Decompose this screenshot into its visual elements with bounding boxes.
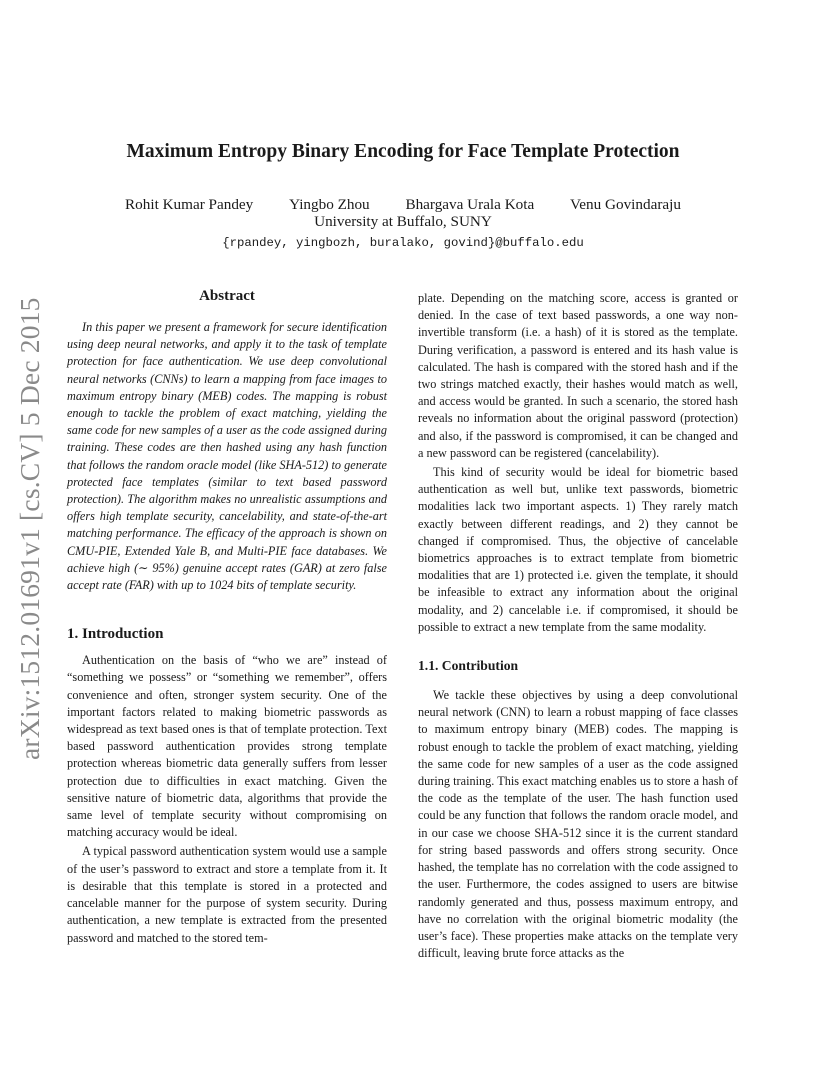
right-column <box>418 290 738 962</box>
introduction-paragraph: Authentication on the basis of “who we are” instead of “something we possess” or “something we remember”, offers convenience and often, stronger system security. One of the important factors related to making biometric passwords as widespread as text based ones is that of template protection. Text based password authentication provides strong template protection whereas biometric data generally suffers from lesser protection due to difficulties in exact matching. Given the sensitive nature of biometric data, algorithms that provide the same level of template security without compromising on matching accuracy would be ideal. <box>67 653 387 840</box>
affiliation: University at Buffalo, SUNY <box>314 213 492 230</box>
section-heading-introduction: 1. Introduction <box>67 626 164 643</box>
body-paragraph: We tackle these objectives by using a deep convolutional neural network (CNN) to learn a robust mapping of face classes to maximum entropy binary (MEB) codes. The mapping is robust enough to tackle the problem of exact matching, yielding the same code for new samples of a user as the code assigned during training. This exact matching enables us to store a hash of the code as the template of the user. The hash function used could be any function that follows the random oracle model, and in our case we choose SHA-512 since it is the current standard for string based passwords and offers strong security. Once hashed, the template has no correlation with the code assigned to the user. Furthermore, the codes assigned to users are bitwise randomly generated and thus, possess maximum entropy, and have no correlation with the original biometric modality (the user’s face). These properties make attacks on the template very difficult, leaving brute force attacks as the <box>418 688 738 961</box>
author-emails: {rpandey, yingbozh, buralako, govind}@buffalo.edu <box>222 236 584 250</box>
abstract-text: In this paper we present a framework for secure identification using deep neural networks, and apply it to the task of template protection for face authentication. We use deep convolutional neural networks (CNNs) to learn a mapping from face images to maximum entropy binary (MEB) codes. The mapping is robust enough to tackle the problem of exact matching, yielding the same code for new samples of a user as the code assigned during training. These codes are then hashed using any hash function that follows the random oracle model (like SHA-512) to generate protected face templates (similar to text based password protection). The algorithm makes no unrealistic assumptions and offers high template security, cancelability, and state-of-the-art matching performance. The efficacy of the approach is shown on CMU-PIE, Extended Yale B, and Multi-PIE face databases. We achieve high (∼ 95%) genuine accept rates (GAR) at zero false accept rate (FAR) with up to 1024 bits of template security. <box>67 320 387 593</box>
author-name: Bhargava Urala Kota <box>405 196 535 213</box>
subsection-heading-contribution: 1.1. Contribution <box>418 658 519 674</box>
body-paragraph: plate. Depending on the matching score, access is granted or denied. In the case of text based passwords, a one way non-invertible transform (i.e. a hash) of it is stored as the template. During verification, a password is entered and its hash value is calculated. The hash is compared with the stored hash and if the two strings matched exactly, their hashes would match as well, and access would be granted. In such a scenario, the stored hash reveals no information about the original password (protection) and also, if the password is compromised, it can be changed and a new password can be registered (cancelability). <box>418 291 738 460</box>
abstract-heading: Abstract <box>199 288 255 304</box>
author-list <box>0 196 806 214</box>
arxiv-identifier: arXiv:1512.01691v1 [cs.CV] 5 Dec 2015 <box>14 297 45 760</box>
author-name: Venu Govindaraju <box>570 196 681 213</box>
left-column <box>67 288 387 947</box>
introduction-paragraph: A typical password authentication system would use a sample of the user’s password to extract and store a template from it. It is desirable that this template is stored in a protected and cancelable manner for the purpose of system security. During authentication, a new template is extracted from the presented password and matched to the stored tem- <box>67 844 387 945</box>
body-paragraph: This kind of security would be ideal for biometric based authentication as well but, unlike text passwords, biometric modalities lack two important aspects. 1) They rarely match exactly between different readings, and 2) they cannot be changed if compromised. Thus, the objective of cancelable biometrics approaches is to extract template from biometric modalities that are 1) protected i.e. given the template, it should be infeasible to extract any information about the original modality, and 2) cancelable i.e. if compromised, it should be possible to extract a new template from the same modality. <box>418 465 738 634</box>
paper-title: Maximum Entropy Binary Encoding for Face Template Protection <box>126 141 680 162</box>
author-name: Yingbo Zhou <box>289 196 370 213</box>
author-name: Rohit Kumar Pandey <box>125 196 254 213</box>
